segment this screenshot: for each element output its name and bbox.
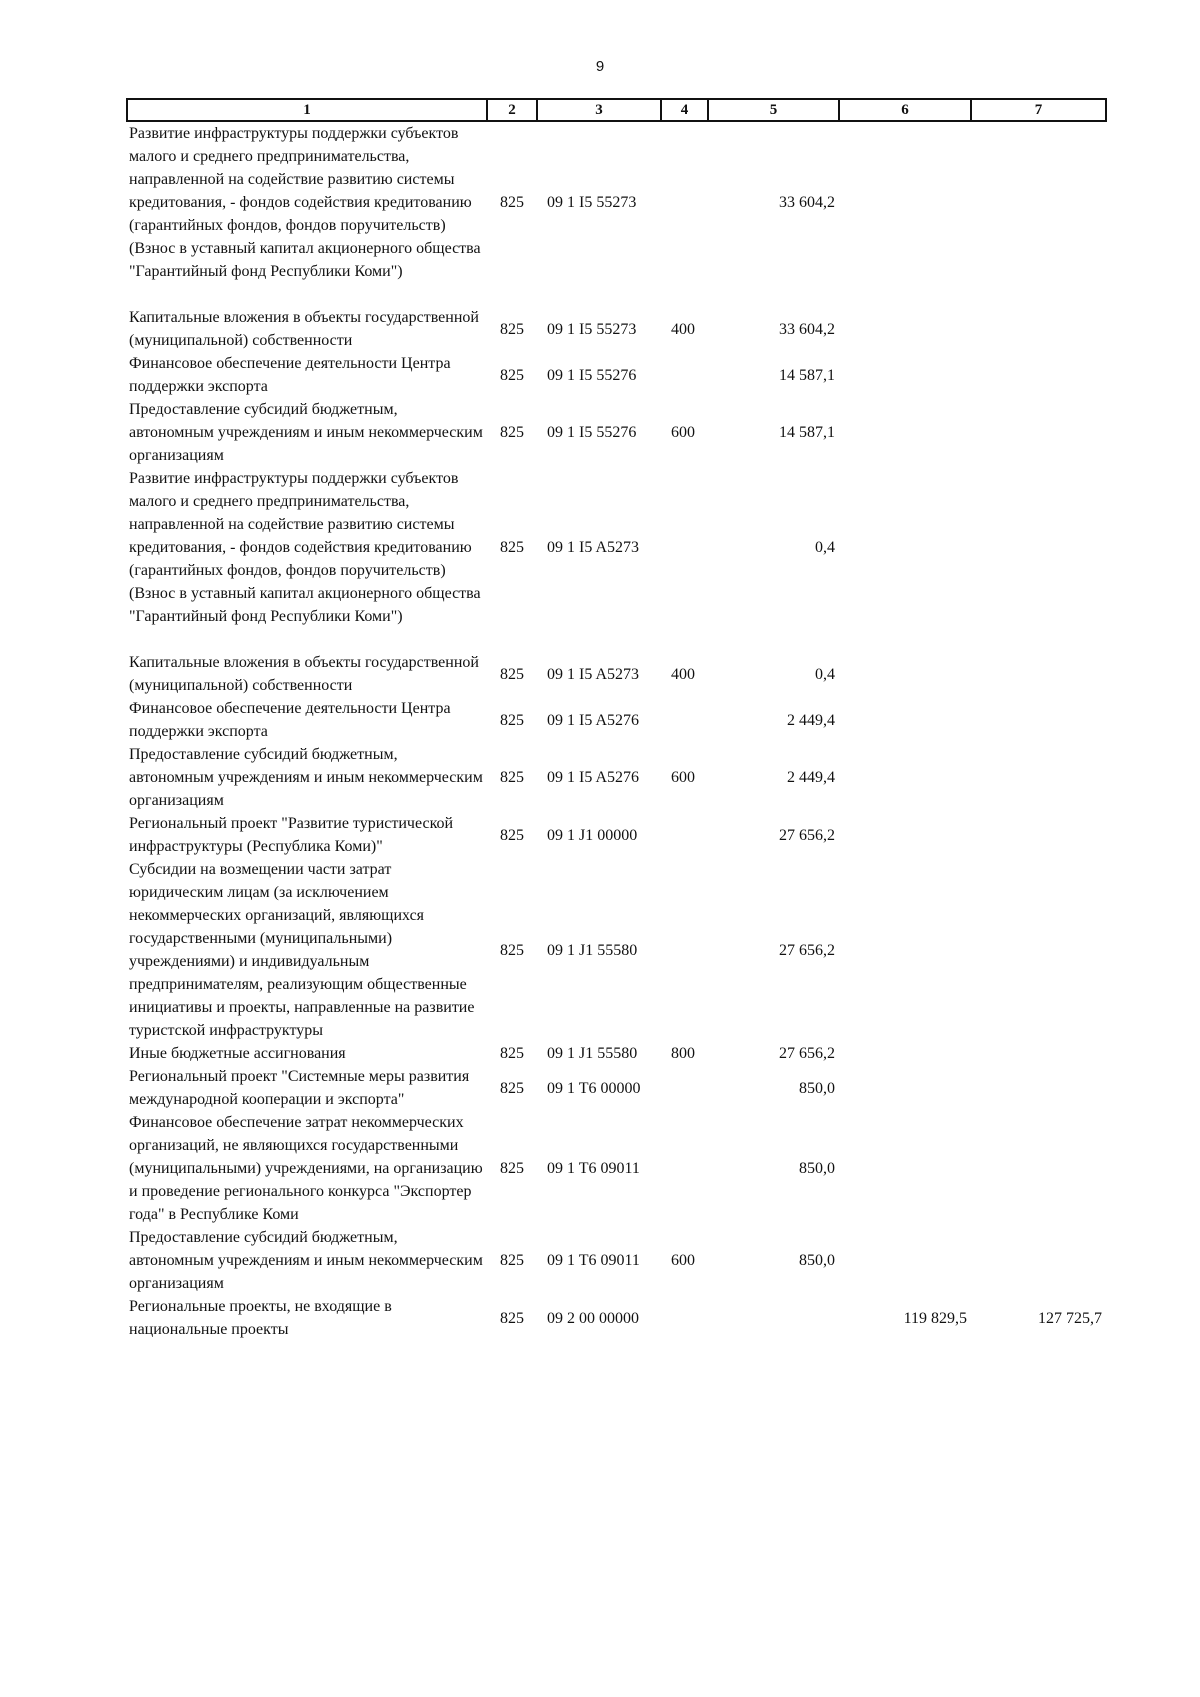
row-sum-3: [971, 306, 1106, 352]
row-sum-1: 850,0: [799, 1252, 835, 1269]
row-grbs: 825: [500, 1309, 524, 1327]
spacer-row: [127, 283, 1106, 306]
row-name: Иные бюджетные ассигнования: [129, 1045, 346, 1062]
row-csr: 09 1 I5 A5273: [547, 665, 639, 683]
row-csr: 09 1 I5 55276: [547, 424, 637, 441]
row-grbs: 825: [500, 769, 524, 786]
row-name: Развитие инфраструктуры поддержки субъектов малого и среднего предпринимательства, направленной на содействие развитию системы кредитования, - фондов содействия кредитованию (гарантийных фондов, фондов поручительств) (Взнос в уставный капитал акционерного общества "Гарантийный фонд Республики Коми"): [129, 125, 481, 280]
row-name: Предоставление субсидий бюджетным, автономным учреждениям и иным некоммерческим организациям: [129, 746, 483, 809]
row-vr: [661, 1111, 708, 1226]
row-csr: 09 1 I5 55273: [547, 194, 637, 211]
column-header: 4: [661, 99, 708, 121]
column-header: 7: [971, 99, 1106, 121]
row-name: Предоставление субсидий бюджетным, автономным учреждениям и иным некоммерческим организациям: [129, 1229, 483, 1292]
table-row: [127, 1042, 1106, 1065]
row-vr: [661, 1295, 708, 1341]
row-csr: 09 1 T6 09011: [547, 1252, 640, 1269]
row-grbs: 825: [500, 1252, 524, 1269]
row-sum-2: [839, 697, 971, 743]
row-vr: 600: [671, 424, 695, 441]
row-name: Региональный проект "Развитие туристической инфраструктуры (Республика Коми)": [129, 815, 454, 855]
row-csr: 09 1 I5 A5273: [547, 539, 639, 556]
row-vr: 800: [671, 1045, 695, 1062]
row-sum-1: 14 587,1: [779, 424, 835, 441]
row-sum-3: [971, 697, 1106, 743]
row-csr: 09 1 J1 00000: [547, 826, 638, 844]
row-grbs: 825: [500, 826, 524, 844]
row-csr: 09 1 I5 55273: [547, 320, 637, 338]
row-name: Региональный проект "Системные меры развития международной кооперации и экспорта": [129, 1068, 470, 1108]
column-header: 3: [537, 99, 661, 121]
row-sum-3: [971, 743, 1106, 812]
row-sum-2: [839, 812, 971, 858]
column-header: 1: [127, 99, 487, 121]
row-grbs: 825: [500, 711, 524, 729]
page-number: 9: [595, 58, 605, 75]
row-sum-2: 119 829,5: [903, 1309, 967, 1327]
row-grbs: 825: [500, 194, 524, 211]
column-header: 5: [708, 99, 839, 121]
row-sum-3: [971, 651, 1106, 697]
table-row: [127, 467, 1106, 628]
table-row: [127, 812, 1106, 858]
row-name: Региональные проекты, не входящие в национальные проекты: [129, 1298, 392, 1338]
row-sum-2: [839, 1226, 971, 1295]
budget-table: [126, 98, 1107, 1341]
row-sum-3: [971, 398, 1106, 467]
table-row: [127, 121, 1106, 283]
row-grbs: 825: [500, 665, 524, 683]
row-sum-1: 33 604,2: [779, 194, 835, 211]
row-sum-3: [971, 352, 1106, 398]
row-sum-1: 27 656,2: [779, 826, 835, 844]
row-sum-3: [971, 858, 1106, 1042]
table-row: [127, 1295, 1106, 1341]
row-sum-2: [839, 121, 971, 283]
row-name: Финансовое обеспечение деятельности Центра поддержки экспорта: [129, 355, 451, 395]
row-grbs: 825: [500, 1079, 524, 1097]
row-csr: 09 1 I5 A5276: [547, 711, 639, 729]
table-row: [127, 352, 1106, 398]
table-row: [127, 398, 1106, 467]
row-sum-2: [839, 306, 971, 352]
row-vr: [661, 697, 708, 743]
row-sum-2: [839, 1111, 971, 1226]
row-vr: 600: [671, 1252, 695, 1269]
row-grbs: 825: [500, 539, 524, 556]
row-grbs: 825: [500, 941, 524, 959]
table-row: [127, 651, 1106, 697]
row-vr: 400: [671, 320, 695, 338]
row-sum-2: [839, 1042, 971, 1065]
row-vr: [661, 121, 708, 283]
column-header: 6: [839, 99, 971, 121]
row-name: Финансовое обеспечение деятельности Центра поддержки экспорта: [129, 700, 451, 740]
spacer-row: [127, 628, 1106, 651]
row-sum-3: 127 725,7: [1038, 1309, 1102, 1327]
row-sum-3: [971, 467, 1106, 628]
row-csr: 09 1 T6 00000: [547, 1079, 641, 1097]
row-sum-2: [839, 352, 971, 398]
row-name: Капитальные вложения в объекты государственной (муниципальной) собственности: [129, 309, 479, 349]
row-sum-3: [971, 1042, 1106, 1065]
row-sum-3: [971, 121, 1106, 283]
column-header: 2: [487, 99, 537, 121]
row-grbs: 825: [500, 424, 524, 441]
row-sum-1: 27 656,2: [779, 941, 835, 959]
row-name: Предоставление субсидий бюджетным, автономным учреждениям и иным некоммерческим организациям: [129, 401, 483, 464]
row-csr: 09 1 I5 A5276: [547, 769, 639, 786]
row-sum-2: [839, 651, 971, 697]
row-csr: 09 1 T6 09011: [547, 1160, 640, 1177]
table-row: [127, 1226, 1106, 1295]
row-grbs: 825: [500, 366, 524, 384]
row-sum-3: [971, 1226, 1106, 1295]
row-sum-1: 850,0: [799, 1079, 835, 1097]
row-csr: 09 1 I5 55276: [547, 366, 637, 384]
table-row: [127, 697, 1106, 743]
row-vr: [661, 352, 708, 398]
row-sum-1: 33 604,2: [779, 320, 835, 338]
row-sum-3: [971, 1065, 1106, 1111]
row-name: Субсидии на возмещении части затрат юридическим лицам (за исключением некоммерческих организаций, являющихся государственными (муниципальными) учреждениями) и индивидуальным предпринимателям, реализующим общественные инициативы и проекты, направленные на развитие туристской инфраструктуры: [129, 861, 475, 1039]
row-sum-1: 2 449,4: [787, 711, 835, 729]
row-csr: 09 2 00 00000: [547, 1309, 639, 1327]
row-sum-2: [839, 743, 971, 812]
row-sum-1: 850,0: [799, 1160, 835, 1177]
row-name: Развитие инфраструктуры поддержки субъектов малого и среднего предпринимательства, направленной на содействие развитию системы кредитования, - фондов содействия кредитованию (гарантийных фондов, фондов поручительств) (Взнос в уставный капитал акционерного общества "Гарантийный фонд Республики Коми"): [129, 470, 481, 625]
row-vr: [661, 467, 708, 628]
row-sum-1: 27 656,2: [779, 1045, 835, 1062]
row-sum-2: [839, 858, 971, 1042]
row-name: Финансовое обеспечение затрат некоммерческих организаций, не являющихся государственными (муниципальными) учреждениями, на организацию и проведение регионального конкурса "Экспортер года" в Республике Коми: [129, 1114, 483, 1223]
row-name: Капитальные вложения в объекты государственной (муниципальной) собственности: [129, 654, 479, 694]
row-csr: 09 1 J1 55580: [547, 1045, 638, 1062]
table-row: [127, 743, 1106, 812]
row-sum-1: 14 587,1: [779, 366, 835, 384]
row-grbs: 825: [500, 320, 524, 338]
row-sum-3: [971, 812, 1106, 858]
row-grbs: 825: [500, 1045, 524, 1062]
row-vr: [661, 1065, 708, 1111]
row-sum-2: [839, 1065, 971, 1111]
table-row: [127, 306, 1106, 352]
row-sum-1: 0,4: [815, 539, 835, 556]
row-sum-3: [971, 1111, 1106, 1226]
row-vr: 600: [671, 769, 695, 786]
row-grbs: 825: [500, 1160, 524, 1177]
row-sum-1: 0,4: [815, 665, 835, 683]
table-header-row: [127, 99, 1106, 121]
row-sum-1: [708, 1295, 839, 1341]
row-vr: [661, 858, 708, 1042]
row-vr: [661, 812, 708, 858]
row-sum-2: [839, 467, 971, 628]
table-row: [127, 1065, 1106, 1111]
table-row: [127, 858, 1106, 1042]
table-row: [127, 1111, 1106, 1226]
row-vr: 400: [671, 665, 695, 683]
row-sum-1: 2 449,4: [787, 769, 835, 786]
row-sum-2: [839, 398, 971, 467]
row-csr: 09 1 J1 55580: [547, 941, 638, 959]
